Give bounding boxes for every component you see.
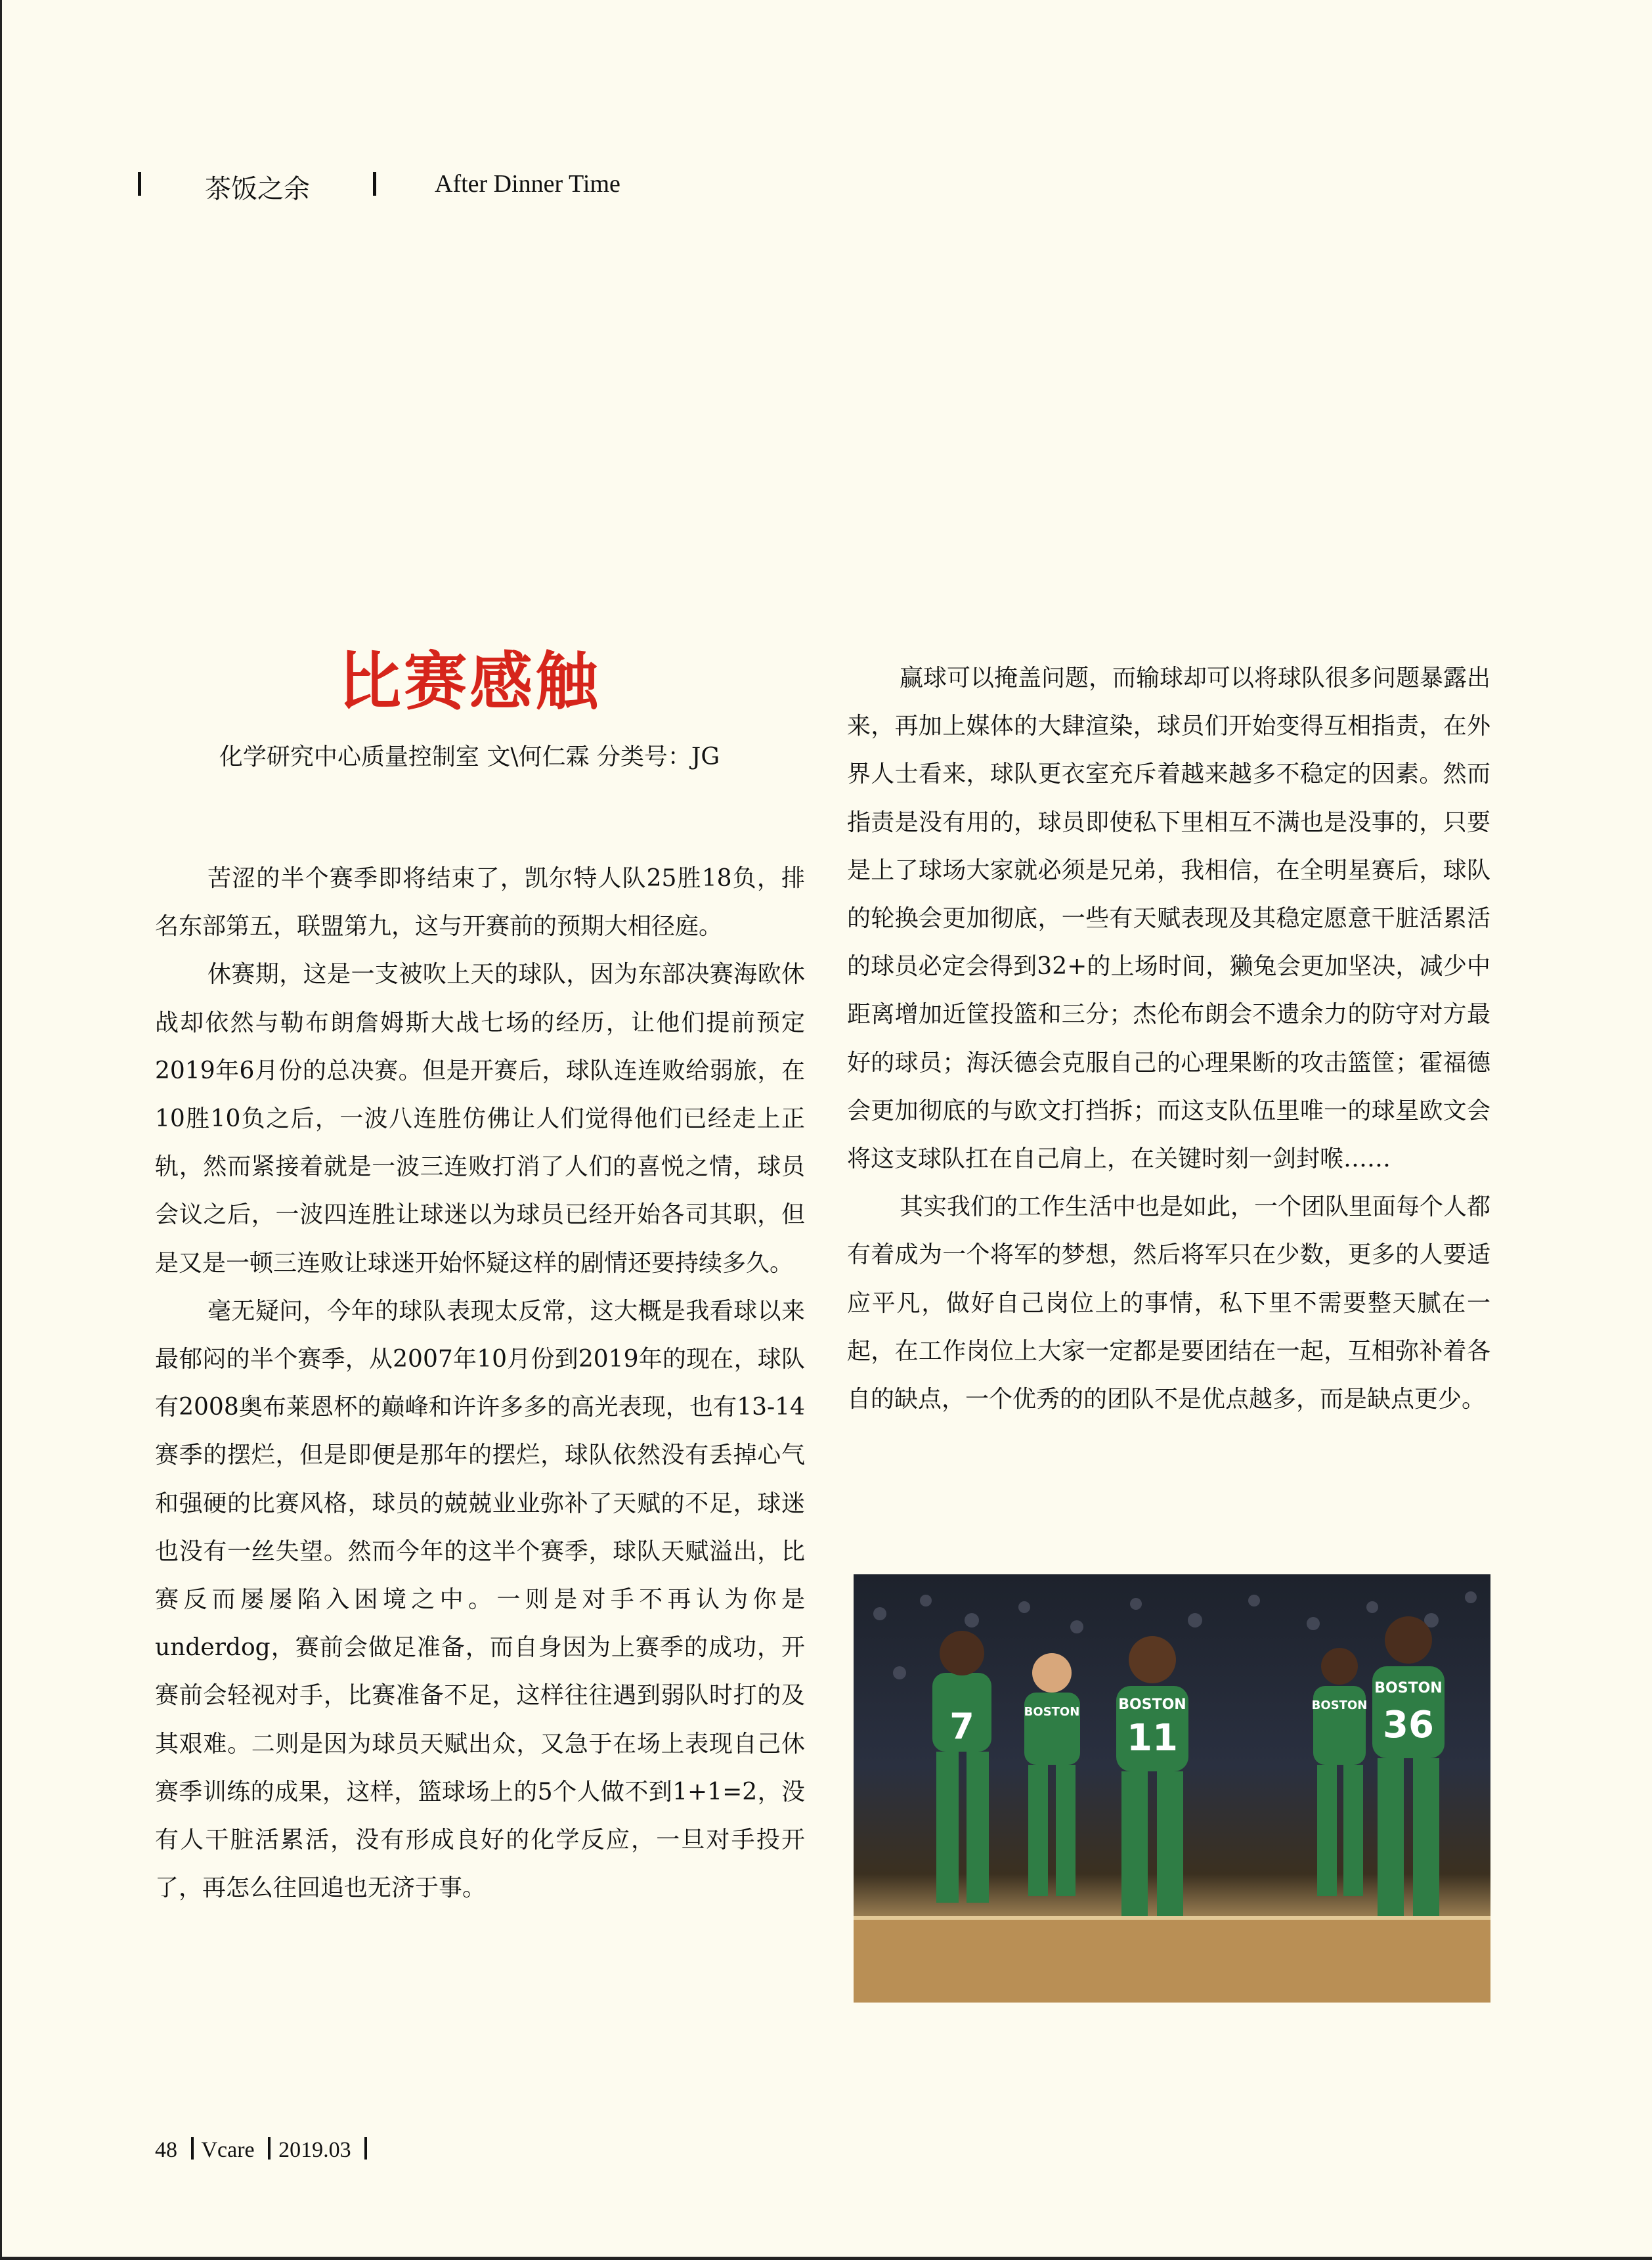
- page-number: 48: [155, 2138, 177, 2162]
- header-divider: [373, 172, 376, 196]
- page-left-border: [0, 0, 2, 2260]
- footer-divider: [364, 2137, 367, 2160]
- page-footer: [155, 2137, 375, 2163]
- header-divider: [138, 172, 141, 196]
- player-figure: [1116, 1636, 1188, 1916]
- paragraph: 赢球可以掩盖问题，而输球却可以将球队很多问题暴露出来，再加上媒体的大肆渲染，球员们开始变得互相指责，在外界人士看来，球队更衣室充斥着越来越多不稳定的因素。然而指责是没有用的，球员即使私下里相互不满也是没事的，只要是上了球场大家就必须是兄弟，我相信，在全明星赛后，球队的轮换会更加彻底，一些有天赋表现及其稳定愿意干脏活累活的球员必定会得到32+的上场时间，獭兔会更加坚决，减少中距离增加近筐投篮和三分；杰伦布朗会不遗余力的防守对方最好的球员；海沃德会克服自己的心理果断的攻击篮筐；霍福德会更加彻底的与欧文打挡拆；而这支队伍里唯一的球星欧文会将这支球队扛在自己肩上，在关键时刻一剑封喉……: [847, 665, 1491, 1173]
- magazine-name: Vcare: [201, 2138, 255, 2162]
- jersey-team: BOSTON: [1024, 1705, 1080, 1719]
- section-title-cn: 茶饭之余: [205, 174, 310, 204]
- footer-divider: [268, 2137, 271, 2160]
- article-column-left: [155, 854, 805, 1912]
- section-title-en: After Dinner Time: [435, 170, 620, 198]
- jersey-team: BOSTON: [1374, 1680, 1443, 1696]
- player-figure: [932, 1631, 991, 1903]
- basketball-team-photo: [854, 1574, 1490, 2003]
- player-figure: [1313, 1648, 1366, 1896]
- article-byline: 化学研究中心质量控制室 文\何仁霖 分类号：JG: [219, 743, 720, 770]
- paragraph: 苦涩的半个赛季即将结束了，凯尔特人队25胜18负，排名东部第五，联盟第九，这与开赛前的预期大相径庭。: [155, 865, 805, 941]
- article-column-right: [847, 654, 1490, 1423]
- jersey-team: BOSTON: [1311, 1698, 1368, 1712]
- jersey-number: 7: [949, 1706, 974, 1747]
- article-title: 比赛感触: [338, 645, 601, 719]
- paragraph: 其实我们的工作生活中也是如此，一个团队里面每个人都有着成为一个将军的梦想，然后将军只在少数，更多的人要适应平凡，做好自己岗位上的事情，私下里不需要整天腻在一起，在工作岗位上大家一定都是要团结在一起，互相弥补着各自的缺点，一个优秀的的团队不是优点越多，而是缺点更少。: [847, 1193, 1491, 1413]
- page-bottom-border: [0, 2257, 1652, 2260]
- footer-divider: [191, 2137, 194, 2160]
- jersey-number: 11: [1127, 1717, 1178, 1760]
- issue-date: 2019.03: [278, 2138, 351, 2162]
- player-figure: [1372, 1616, 1445, 1916]
- player-figure: [1024, 1653, 1080, 1896]
- paragraph: 毫无疑问，今年的球队表现太反常，这大概是我看球以来最郁闷的半个赛季，从2007年10月份到2019年的现在，球队有2008奥布莱恩杯的巅峰和许许多多的高光表现，也有13-14赛季的摆烂，但是即便是那年的摆烂，球队依然没有丢掉心气和强硬的比赛风格，球员的兢兢业业弥补了天赋的不足，球迷也没有一丝失望。然而今年的这半个赛季，球队天赋溢出，比赛反而屡屡陷入困境之中。一则是对手不再认为你是underdog，赛前会做足准备，而自身因为上赛季的成功，开赛前会轻视对手，比赛准备不足，这样往往遇到弱队时打的及其艰难。二则是因为球员天赋出众，又急于在场上表现自己休赛季训练的成果，这样，篮球场上的5个人做不到1+1=2，没有人干脏活累活，没有形成良好的化学反应，一旦对手投开了，再怎么往回追也无济于事。: [155, 1297, 805, 1902]
- photo-illustration: [854, 1574, 1490, 2003]
- jersey-team: BOSTON: [1118, 1696, 1186, 1713]
- jersey-number: 36: [1383, 1704, 1434, 1746]
- paragraph: 休赛期，这是一支被吹上天的球队，因为东部决赛海欧休战却依然与勒布朗詹姆斯大战七场的经历，让他们提前预定2019年6月份的总决赛。但是开赛后，球队连连败给弱旅，在10胜10负之后，一波八连胜仿佛让人们觉得他们已经走上正轨，然而紧接着就是一波三连败打消了人们的喜悦之情，球员会议之后，一波四连胜让球迷以为球员已经开始各司其职，但是又是一顿三连败让球迷开始怀疑这样的剧情还要持续多久。: [155, 961, 805, 1277]
